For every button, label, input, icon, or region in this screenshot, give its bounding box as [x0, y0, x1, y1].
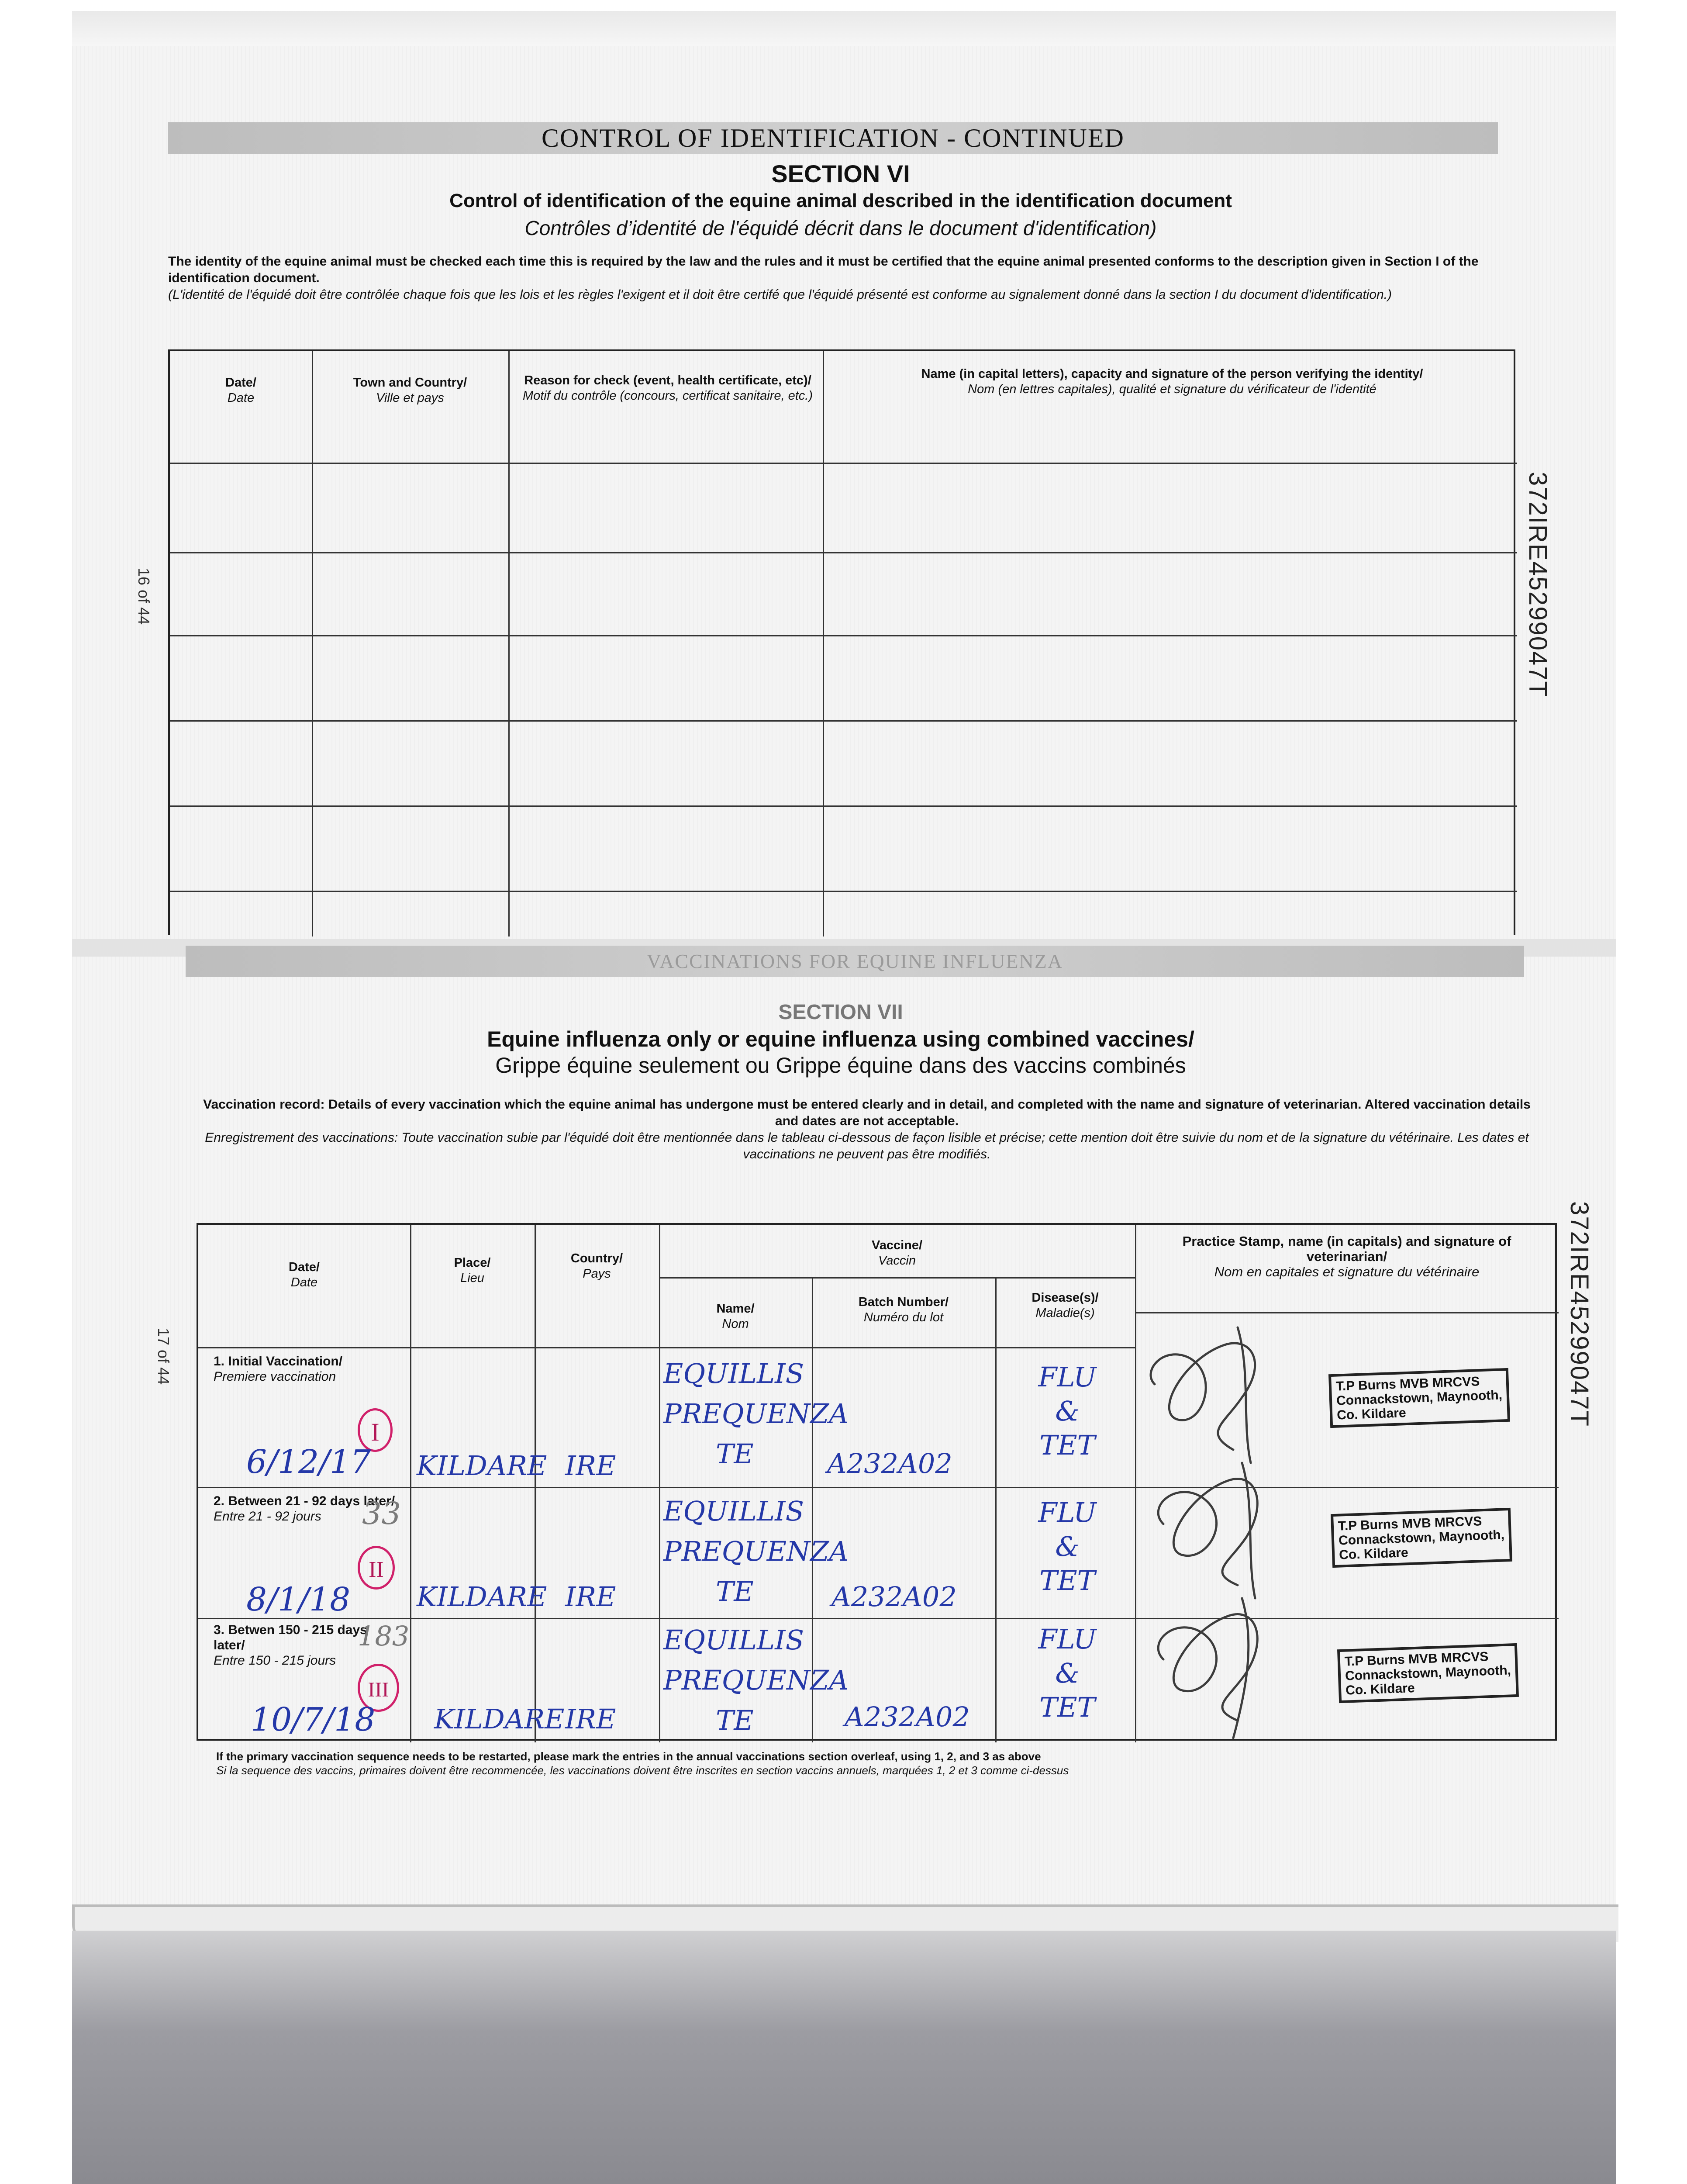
vaccination-table [197, 1223, 1557, 1741]
section-band-top: CONTROL OF IDENTIFICATION - CONTINUED [168, 122, 1498, 154]
vacc-header-batch: Batch Number/ Numéro du lot [858, 1295, 949, 1324]
col-header-verifier: Name (in capital letters), capacity and signature of the person verifying the identity/ Nom (en lettres capitales), qualité et signature du vérificateur de l'identité [921, 367, 1423, 396]
section-vii-intro [194, 1096, 1539, 1163]
row3-day-count: 183 [358, 1620, 410, 1652]
vacc-header-stamp: Practice Stamp, name (in capitals) and signature of veterinarian/ Nom en capitales et signature du vétérinaire [1182, 1234, 1511, 1279]
section-band-bottom: VACCINATIONS FOR EQUINE INFLUENZA [186, 946, 1524, 977]
vacc-header-country: Country/ Pays [570, 1251, 623, 1281]
section-vi-heading-en: Control of identification of the equine animal described in the identification document [449, 190, 1232, 211]
scan-margin-left [0, 0, 72, 2184]
col-header-date: Date/ Date [225, 376, 256, 405]
row3-country: IRE [565, 1703, 616, 1735]
scanner-shadow [72, 1931, 1616, 2184]
col-header-reason: Reason for check (event, health certificate, etc)/ Motif du contrôle (concours, certificat sanitaire, etc.) [522, 373, 813, 403]
section-vii-heading-en: Equine influenza only or equine influenza using combined vaccines/ [487, 1027, 1194, 1051]
row1-disease: FLU & TET [1038, 1361, 1097, 1461]
section-vii-heading-fr: Grippe équine seulement ou Grippe équine dans des vaccins combinés [495, 1053, 1186, 1078]
row2-day-count: 33 [362, 1496, 401, 1531]
row2-vaccine-name: EQUILLIS PREQUENZA TE [663, 1495, 849, 1607]
row3-vaccine-name: EQUILLIS PREQUENZA TE [663, 1624, 849, 1736]
passport-top-edge [72, 11, 1616, 47]
row1-vaccine-name: EQUILLIS PREQUENZA TE [663, 1358, 849, 1470]
row3-batch: A232A02 [845, 1701, 970, 1733]
row2-vet-stamp: T.P Burns MVB MRCVS Connackstown, Maynooth, Co. Kildare [1331, 1508, 1512, 1568]
row1-batch: A232A02 [827, 1448, 952, 1479]
page-number-16: 16 of 44 [135, 568, 153, 625]
passport-id-top: 372IRE45299047T [1524, 472, 1552, 698]
vacc-header-date: Date/ Date [289, 1260, 320, 1289]
row3-date: 10/7/18 [251, 1701, 376, 1738]
row2-disease: FLU & TET [1038, 1496, 1097, 1597]
row1-label: 1. Initial Vaccination/ Premiere vaccination [214, 1354, 343, 1384]
row1-date: 6/12/17 [246, 1443, 371, 1481]
section-vi-intro-en: The identity of the equine animal must be checked each time this is required by the law and the rules and it must be certified that the equine animal presented conforms to the description given in Section I of the identification document. [168, 254, 1479, 285]
row2-place: KILDARE [417, 1581, 547, 1613]
section-vii-title: SECTION VII [778, 1001, 903, 1024]
section-vi-intro [168, 253, 1491, 303]
vet-signature [1137, 1319, 1321, 1742]
section-vi-title: SECTION VI [771, 160, 910, 187]
vaccination-footnote [216, 1749, 1526, 1777]
row1-place: KILDARE [417, 1450, 547, 1482]
row2-dose-circle: II [358, 1546, 395, 1590]
row1-vet-stamp: T.P Burns MVB MRCVS Connackstown, Maynooth, Co. Kildare [1328, 1368, 1510, 1428]
row2-country: IRE [565, 1581, 616, 1613]
scan-margin-right [1616, 0, 1687, 2184]
row1-country: IRE [565, 1450, 616, 1482]
section-vi-intro-fr: (L'identité de l'équidé doit être contrôlée chaque fois que les lois et les règles l'exigent et il doit être certifé que l'équidé présenté est conforme au signalement donné dans la section I du document d'identification.) [168, 287, 1392, 302]
vacc-header-place: Place/ Lieu [454, 1256, 491, 1285]
section-vii-intro-en: Details of every vaccination which the equine animal has undergone must be entered clearly and in detail, and completed with the name and signature of veterinarian. Altered vaccination details and dates are not acceptable. [328, 1097, 1531, 1128]
row3-dose-circle: III [358, 1664, 399, 1712]
row1-dose-circle: I [358, 1408, 393, 1452]
footnote-en: If the primary vaccination sequence needs to be restarted, please mark the entries in the annual vaccinations section overleaf, using 1, 2, and 3 as above [216, 1750, 1041, 1763]
section-vi-heading-fr: Contrôles d’identité de l'équidé décrit dans le document d'identification) [524, 217, 1157, 239]
row2-label: 2. Between 21 - 92 days later/ Entre 21 - 92 jours [214, 1494, 395, 1524]
row3-place: KILDARE [434, 1703, 565, 1735]
row3-vet-stamp: T.P Burns MVB MRCVS Connackstown, Maynooth, Co. Kildare [1337, 1643, 1519, 1703]
page-number-17: 17 of 44 [155, 1328, 172, 1385]
identification-table [168, 349, 1515, 935]
row3-label: 3. Betwen 150 - 215 days later/ Entre 150 - 215 jours [214, 1623, 367, 1668]
footnote-fr: Si la sequence des vaccins, primaires doivent être recommencée, les vaccinations doivent être inscrites en section vaccins annuels, marquées 1, 2 et 3 comme ci-dessus [216, 1764, 1069, 1777]
passport-id-bottom: 372IRE45299047T [1565, 1201, 1594, 1427]
col-header-town-country: Town and Country/ Ville et pays [353, 376, 467, 405]
vacc-header-disease: Disease(s)/ Maladie(s) [1032, 1291, 1099, 1320]
row2-batch: A232A02 [831, 1581, 957, 1613]
row3-disease: FLU & TET [1038, 1623, 1097, 1723]
vacc-header-vaccine: Vaccine/ Vaccin [871, 1238, 923, 1268]
vaccination-record-label: Vaccination record: [203, 1097, 325, 1112]
section-vii-intro-fr: Enregistrement des vaccinations: Toute vaccination subie par l'équidé doit être mentionnée dans le tableau ci-dessous de façon lisible et précise; cette mention doit être suivie du nom et de la signature du vétérinaire. Les dates et vaccinations ne peuvent pas être modifiés. [205, 1130, 1529, 1161]
row2-date: 8/1/18 [246, 1581, 351, 1618]
vacc-header-name: Name/ Nom [716, 1302, 755, 1331]
